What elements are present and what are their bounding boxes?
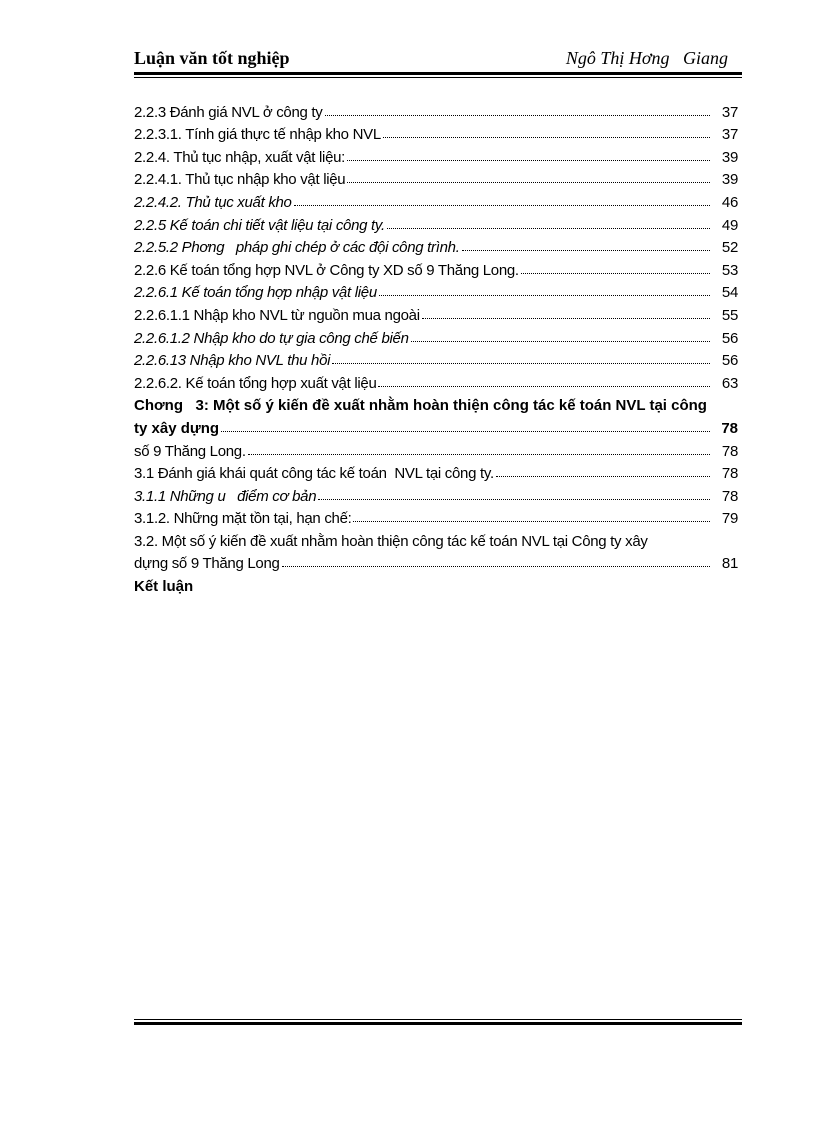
chapter-3-heading-line2[interactable] — [134, 414, 738, 437]
section-3-2-line1[interactable] — [134, 527, 738, 550]
conclusion-entry[interactable] — [134, 572, 738, 595]
toc-entry-label: 2.2.6.1.1 Nhập kho NVL từ nguồn mua ngoài — [134, 306, 420, 324]
toc-leader — [347, 182, 710, 183]
table-of-contents — [134, 98, 738, 595]
chapter-3-page: 78 — [721, 419, 738, 437]
toc-leader — [496, 476, 710, 477]
toc-entry[interactable] — [134, 324, 738, 347]
toc-entry-label: 3.1.2. Những mặt tồn tại, hạn chế: — [134, 510, 352, 528]
header-rule-thick — [134, 72, 742, 75]
toc-leader — [325, 115, 711, 116]
section-3-2-text: 3.2. Một số ý kiến đề xuất nhằm hoàn thiện công tác kế toán NVL tại Công ty xây — [134, 532, 648, 550]
toc-entry-page: 46 — [721, 193, 738, 211]
toc-leader — [383, 137, 710, 138]
toc-entry-page: 37 — [721, 126, 738, 144]
toc-leader — [248, 454, 710, 455]
chapter-3-heading-text: Chơng 3: Một số ý kiến đề xuất nhằm hoàn thiện công tác kế toán NVL tại công — [134, 397, 707, 415]
footer-rule-thin — [134, 1019, 742, 1020]
toc-entry-page: 37 — [721, 103, 738, 121]
toc-entry[interactable] — [134, 505, 738, 528]
toc-entry-label: 2.2.4.2. Thủ tục xuất kho — [134, 193, 292, 211]
toc-entry[interactable] — [134, 143, 738, 166]
toc-entry-page: 39 — [721, 148, 738, 166]
chapter-3-heading-text-cont: ty xây dựng — [134, 419, 220, 437]
toc-leader — [318, 499, 710, 500]
toc-entry-label: 2.2.5.2 Phơng pháp ghi chép ở các đội công trình. — [134, 239, 460, 257]
toc-leader — [462, 250, 710, 251]
toc-leader — [221, 431, 710, 432]
toc-entry-page: 49 — [721, 216, 738, 234]
page-header — [134, 46, 742, 74]
toc-entry[interactable] — [134, 482, 738, 505]
toc-entry[interactable] — [134, 369, 738, 392]
author-name: Ngô Thị Hơng Giang — [565, 48, 728, 68]
toc-leader — [521, 273, 710, 274]
conclusion-label: Kết luận — [134, 578, 194, 596]
toc-entry-label: 2.2.3.1. Tính giá thực tế nhập kho NVL — [134, 126, 381, 144]
toc-entry-label: 3.1.1 Những u điểm cơ bản — [134, 487, 317, 505]
toc-leader — [411, 341, 710, 342]
toc-entry-label: 2.2.5 Kế toán chi tiết vật liệu tại công ty. — [134, 216, 385, 234]
toc-leader — [378, 386, 710, 387]
toc-entry[interactable] — [134, 301, 738, 324]
toc-entry[interactable] — [134, 347, 738, 370]
toc-entry[interactable] — [134, 460, 738, 483]
toc-entry-label: 2.2.6.2. Kế toán tổng hợp xuất vật liệu — [134, 374, 377, 392]
toc-entry[interactable] — [134, 279, 738, 302]
section-3-2-line2[interactable] — [134, 550, 738, 573]
toc-entry-page: 79 — [721, 510, 738, 528]
toc-leader — [332, 363, 710, 364]
toc-entry[interactable] — [134, 256, 738, 279]
toc-leader — [379, 295, 710, 296]
section-3-2-page: 81 — [721, 555, 738, 573]
toc-leader — [294, 205, 710, 206]
toc-entry-page: 56 — [721, 352, 738, 370]
toc-entry-label: 2.2.4.1. Thủ tục nhập kho vật liệu — [134, 171, 346, 189]
footer-rule-thick — [134, 1022, 742, 1025]
toc-entry[interactable] — [134, 234, 738, 257]
document-title: Luận văn tốt nghiệp — [134, 48, 290, 68]
toc-entry-page: 55 — [721, 306, 738, 324]
toc-entry-page: 53 — [721, 261, 738, 279]
toc-entry-page: 54 — [721, 284, 738, 302]
toc-entry-label: 2.2.6.1.2 Nhập kho do tự gia công chế biến — [134, 329, 409, 347]
toc-leader — [347, 160, 710, 161]
toc-entry-page: 78 — [721, 465, 738, 483]
toc-entry[interactable] — [134, 188, 738, 211]
toc-entry-label: 2.2.3 Đánh giá NVL ở công ty — [134, 103, 323, 121]
toc-entry-page: 56 — [721, 329, 738, 347]
toc-entry-label: 2.2.6.1 Kế toán tổng hợp nhập vật liệu — [134, 284, 377, 302]
toc-entry-page: 78 — [721, 442, 738, 460]
toc-entry[interactable] — [134, 98, 738, 121]
toc-entry[interactable] — [134, 166, 738, 189]
toc-entry[interactable] — [134, 437, 738, 460]
toc-entry-label: số 9 Thăng Long. — [134, 442, 246, 460]
toc-entry[interactable] — [134, 211, 738, 234]
toc-leader — [387, 228, 710, 229]
toc-leader — [353, 521, 710, 522]
toc-entry-page: 52 — [721, 239, 738, 257]
header-rule-thin — [134, 77, 742, 78]
chapter-3-heading-line1[interactable] — [134, 392, 738, 415]
toc-entry-label: 2.2.4. Thủ tục nhập, xuất vật liệu: — [134, 148, 346, 166]
section-3-2-text-cont: dựng số 9 Thăng Long — [134, 555, 280, 573]
toc-leader — [282, 566, 710, 567]
toc-entry-page: 78 — [721, 487, 738, 505]
toc-entry[interactable] — [134, 121, 738, 144]
toc-entry-label: 2.2.6 Kế toán tổng hợp NVL ở Công ty XD số 9 Thăng Long. — [134, 261, 519, 279]
toc-entry-label: 3.1 Đánh giá khái quát công tác kế toán NVL tại công ty. — [134, 465, 494, 483]
toc-entry-label: 2.2.6.13 Nhập kho NVL thu hồi — [134, 352, 331, 370]
toc-leader — [422, 318, 710, 319]
toc-entry-page: 63 — [721, 374, 738, 392]
toc-entry-page: 39 — [721, 171, 738, 189]
